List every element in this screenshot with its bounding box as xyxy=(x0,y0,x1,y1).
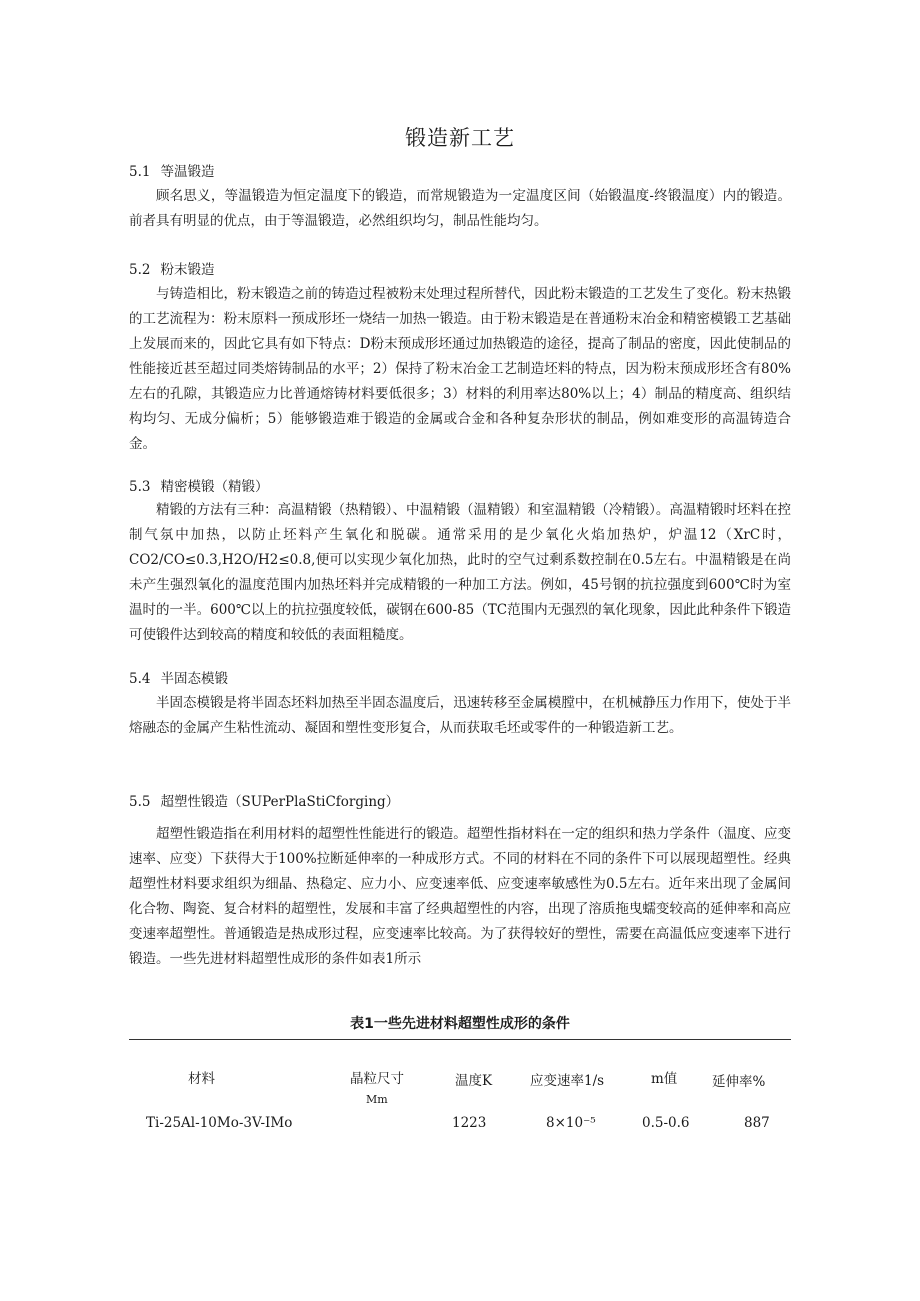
header-temperature: 温度K xyxy=(455,1073,493,1089)
header-grain-size-unit: Mm xyxy=(366,1093,388,1106)
section-number: 5.3 xyxy=(129,479,151,495)
section-title: 超塑性锻造（SUPerPlaStiCforging） xyxy=(160,794,400,810)
cell-temperature: 1223 xyxy=(452,1115,487,1131)
table-top-rule xyxy=(129,1039,791,1040)
section-paragraph-5-4: 半固态模锻是将半固态坯料加热至半固态温度后，迅速转移至金属模膛中，在机械静压力作用下，使处于半熔融态的金属产生粘性流动、凝固和塑性变形复合，从而获取毛坯或零件的一种锻造新工艺。 xyxy=(129,695,791,736)
cell-material: Ti-25Al-10Mo-3V-IMo xyxy=(146,1115,293,1131)
table-caption: 表1一些先进材料超塑性成形的条件 xyxy=(350,1016,570,1032)
section-heading-5-2 xyxy=(129,259,214,281)
section-number: 5.1 xyxy=(129,164,151,180)
section-heading-5-5 xyxy=(129,791,399,813)
section-title: 精密模锻（精锻） xyxy=(160,479,269,495)
section-title: 半固态模锻 xyxy=(160,671,228,687)
section-title: 粉末锻造 xyxy=(160,262,215,278)
header-grain-size: 晶粒尺寸 xyxy=(350,1071,404,1087)
section-heading-5-4 xyxy=(129,668,228,690)
section-heading-5-1 xyxy=(129,161,214,183)
cell-elongation: 887 xyxy=(744,1115,770,1131)
section-number: 5.2 xyxy=(129,262,151,278)
cell-strain-rate: 8×10⁻⁵ xyxy=(546,1115,596,1131)
header-strain-rate: 应变速率1/s xyxy=(530,1073,605,1089)
section-paragraph-5-2: 与铸造相比，粉末锻造之前的铸造过程被粉末处理过程所替代，因此粉末锻造的工艺发生了变化。粉末热锻的工艺流程为：粉末原料一预成形坯一烧结一加热一锻造。由于粉末锻造是在普通粉末冶金和精密模锻工艺基础上发展而来的，因此它具有如下特点：D粉末预成形坯通过加热锻造的途径，提高了制品的密度，因此使制品的性能接近甚至超过同类熔铸制品的水平；2）保持了粉末冶金工艺制造坯料的特点，因为粉末预成形坯含有80%左右的孔隙，其锻造应力比普通熔铸材料要低很多；3）材料的利用率达80%以上；4）制品的精度高、组织结构均匀、无成分偏析；5）能够锻造难于锻造的金属或合金和各种复杂形状的制品，例如难变形的高温铸造合金。 xyxy=(129,286,791,452)
section-number: 5.5 xyxy=(129,794,151,810)
header-m-value: m值 xyxy=(651,1071,678,1087)
section-title: 等温锻造 xyxy=(160,164,215,180)
section-paragraph-5-1: 顾名思义，等温锻造为恒定温度下的锻造，而常规锻造为一定温度区间（始锻温度-终锻温度）内的锻造。前者具有明显的优点，由于等温锻造，必然组织均匀，制品性能均匀。 xyxy=(129,188,791,229)
section-heading-5-3 xyxy=(129,476,268,498)
document-title: 锻造新工艺 xyxy=(405,126,515,150)
header-material: 材料 xyxy=(188,1071,215,1087)
cell-m-value: 0.5-0.6 xyxy=(642,1115,690,1131)
section-paragraph-5-5: 超塑性锻造指在利用材料的超塑性性能进行的锻造。超塑性指材料在一定的组织和热力学条件（温度、应变速率、应变）下获得大于100%拉断延伸率的一种成形方式。不同的材料在不同的条件下可以展现超塑性。经典超塑性材料要求组织为细晶、热稳定、应力小、应变速率低、应变速率敏感性为0.5左右。近年来出现了金属间化合物、陶瓷、复合材料的超塑性，发展和丰富了经典超塑性的内容，出现了溶质拖曳蠕变较高的延伸率和高应变速率超塑性。普通锻造是热成形过程，应变速率比较高。为了获得较好的塑性，需要在高温低应变速率下进行锻造。一些先进材料超塑性成形的条件如表1所示 xyxy=(129,826,791,967)
section-number: 5.4 xyxy=(129,671,151,687)
section-paragraph-5-3: 精锻的方法有三种：高温精锻（热精锻）、中温精锻（温精锻）和室温精锻（冷精锻）。高温精锻时坯料在控制气氛中加热，以防止坯料产生氧化和脱碳。通常采用的是少氧化火焰加热炉，炉温12（XrC时，CO2/CO≤0.3,H2O/H2≤0.8,便可以实现少氧化加热，此时的空气过剩系数控制在0.5左右。中温精锻是在尚未产生强烈氧化的温度范围内加热坯料并完成精锻的一种加工方法。例如，45号钢的抗拉强度到600℃时为室温时的一半。600℃以上的抗拉强度较低，碳钢在600-85（TC范围内无强烈的氧化现象，因此此种条件下锻造可使锻件达到较高的精度和较低的表面粗糙度。 xyxy=(129,502,791,643)
header-elongation: 延伸率% xyxy=(712,1074,766,1090)
